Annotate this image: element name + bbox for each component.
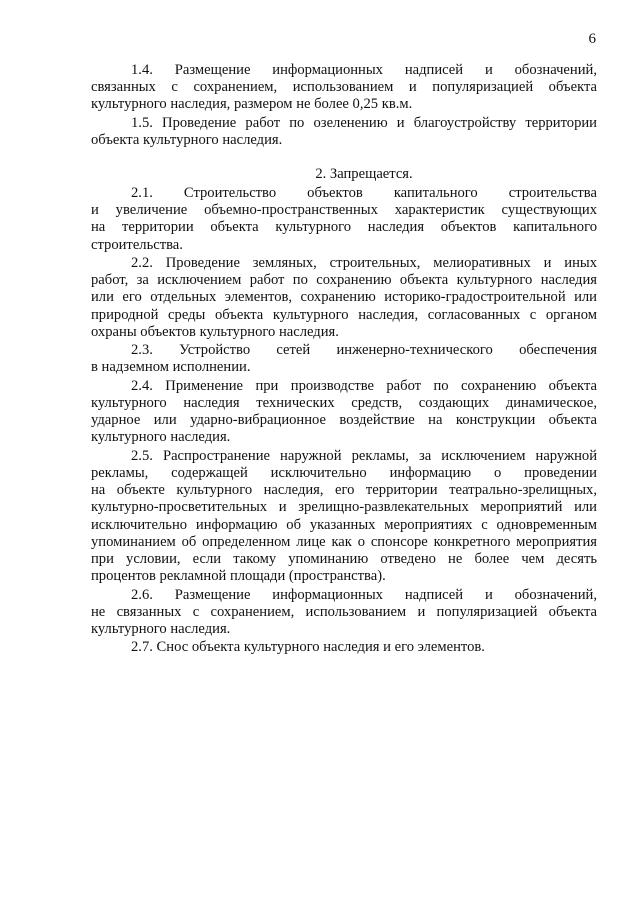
text-line: 2.7. Снос объекта культурного наследия и его элементов. (131, 639, 485, 656)
text-line: 2.1. Строительство объектов капитального строительства (131, 184, 597, 201)
text-line: и увеличение объемно-пространственных характеристик существующих (91, 202, 597, 219)
text-line: культурного наследия. (91, 620, 231, 637)
text-line: рекламы, содержащей исключительно информацию о проведении (91, 464, 597, 481)
text-line: строительства. (91, 236, 183, 253)
text-line: исключительно информацию об указанных мероприятиях с одновременным (91, 516, 597, 533)
text-line: культурного наследия, размером не более 0,25 кв.м. (91, 96, 413, 113)
text-line: 2.5. Распространение наружной рекламы, за исключением наружной (131, 447, 597, 464)
section-heading: 2. Запрещается. (315, 166, 413, 183)
paragraph (91, 255, 597, 341)
text-line: 1.4. Размещение информационных надписей и обозначений, (131, 62, 597, 78)
text-line: процентов рекламной площади (пространства). (91, 568, 386, 585)
text-line: на территории объекта культурного наследия объектов капитального (91, 219, 597, 236)
text-line: культурно-просветительных и зрелищно-развлекательных мероприятий или (91, 499, 597, 516)
text-line: в надземном исполнении. (91, 359, 251, 376)
page-number: 6 (588, 31, 596, 47)
text-line: 1.5. Проведение работ по озеленению и благоустройству территории (131, 114, 597, 131)
text-line: при условии, если такому упоминанию отведено не более чем десять (91, 550, 597, 567)
text-line: связанных с сохранением, использованием и популяризацией объекта (91, 79, 597, 96)
text-line: природной среды объекта культурного наследия, согласованных с органом (91, 306, 597, 323)
paragraph (91, 342, 597, 376)
paragraph (91, 448, 597, 586)
document-body (91, 62, 597, 658)
text-line: 2.2. Проведение земляных, строительных, мелиоративных и иных (131, 254, 597, 271)
text-line: 2.3. Устройство сетей инженерно-технического обеспечения (131, 342, 597, 359)
paragraph (91, 639, 597, 656)
paragraph (91, 378, 597, 447)
text-line: объекта культурного наследия. (91, 132, 283, 148)
text-line: работ, за исключением работ по сохранению объекта культурного наследия (91, 272, 597, 289)
text-line: культурного наследия. (91, 429, 231, 446)
section-2-list (91, 185, 597, 657)
paragraph (91, 115, 597, 149)
text-line: ударное или ударно-вибрационное воздействие на конструкции объекта (91, 412, 597, 429)
section-1-continuation (91, 62, 597, 149)
text-line: 2.4. Применение при производстве работ по сохранению объекта (131, 377, 597, 394)
text-line: культурного наследия технических средств, создающих динамическое, (91, 394, 597, 411)
text-line: охраны объектов культурного наследия. (91, 323, 339, 340)
text-line: не связанных с сохранением, использованием и популяризацией объекта (91, 603, 597, 620)
text-line: или его отдельных элементов, сохранению историко-градостроительной или (91, 289, 597, 306)
paragraph (91, 587, 597, 639)
paragraph (91, 62, 597, 114)
text-line: 2.6. Размещение информационных надписей и обозначений, (131, 586, 597, 603)
text-line: упоминанием об определенном лице как о спонсоре конкретного мероприятия (91, 533, 597, 550)
text-line: на объекте культурного наследия, его территории театрально-зрелищных, (91, 482, 597, 499)
paragraph (91, 185, 597, 254)
